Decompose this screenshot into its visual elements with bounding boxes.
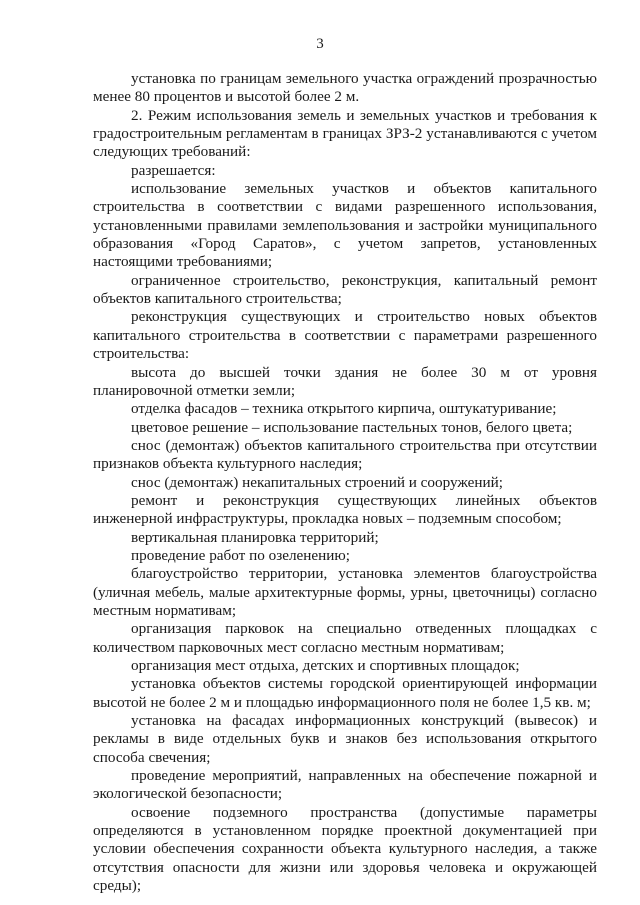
paragraph: организация мест отдыха, детских и спортивных площадок; xyxy=(131,657,520,674)
paragraph: благоустройство территории, установка элементов благоустройства (уличная мебель, малые архитектурные формы, урны, цветочницы) согласно местным нормативам; xyxy=(93,565,597,619)
paragraph: освоение подземного пространства (допустимые параметры определяются в установленном порядке проектной документацией при условии обеспечения сохранности объекта культурного наследия, а также отсутствия опасности для жизни или здоровья человека и окружающей среды); xyxy=(93,803,597,895)
page-number: 3 xyxy=(316,36,324,52)
paragraph: проведение мероприятий, направленных на обеспечение пожарной и экологической безопасности; xyxy=(93,767,597,803)
paragraph: отделка фасадов – техника открытого кирпича, оштукатуривание; xyxy=(131,400,557,418)
paragraph: ремонт и реконструкция существующих линейных объектов инженерной инфраструктуры, прокладка новых – подземным способом; xyxy=(93,491,597,528)
paragraph: 2. Режим использования земель и земельных участков и требования к градостроительным регламентам в границах ЗРЗ-2 устанавливаются с учетом следующих требований: xyxy=(93,106,597,161)
paragraph: установка по границам земельного участка ограждений прозрачностью менее 80 процентов и высотой более 2 м. xyxy=(93,70,597,106)
paragraph: установка на фасадах информационных конструкций (вывесок) и рекламы в виде отдельных букв и знаков без использования открытого способа свечения; xyxy=(93,712,597,766)
paragraph: установка объектов системы городской ориентирующей информации высотой не более 2 м и площадью информационного поля не более 1,5 кв. м; xyxy=(93,675,597,711)
paragraph: проведение работ по озеленению; xyxy=(131,546,350,564)
paragraph: снос (демонтаж) объектов капитального строительства при отсутствии признаков объекта культурного наследия; xyxy=(93,436,597,473)
paragraph: вертикальная планировка территорий; xyxy=(131,528,379,546)
paragraph: ограниченное строительство, реконструкция, капитальный ремонт объектов капитального строительства; xyxy=(93,271,597,308)
paragraph: использование земельных участков и объектов капитального строительства в соответствии с видами разрешенного использования, установленными правилами землепользования и застройки муниципального образования «Город Саратов», с учетом запретов, установленных настоящими требованиями; xyxy=(93,180,597,271)
paragraph: цветовое решение – использование пастельных тонов, белого цвета; xyxy=(131,418,573,436)
paragraph: реконструкция существующих и строительство новых объектов капитального строительства в соответствии с параметрами разрешенного строительства: xyxy=(93,308,597,363)
document-body xyxy=(93,70,597,895)
paragraph: организация парковок на специально отведенных площадках с количеством парковочных мест согласно местным нормативам; xyxy=(93,620,597,656)
paragraph: разрешается: xyxy=(131,161,216,179)
paragraph: снос (демонтаж) некапитальных строений и сооружений; xyxy=(131,473,504,491)
paragraph: высота до высшей точки здания не более 30 м от уровня планировочной отметки земли; xyxy=(93,363,597,399)
